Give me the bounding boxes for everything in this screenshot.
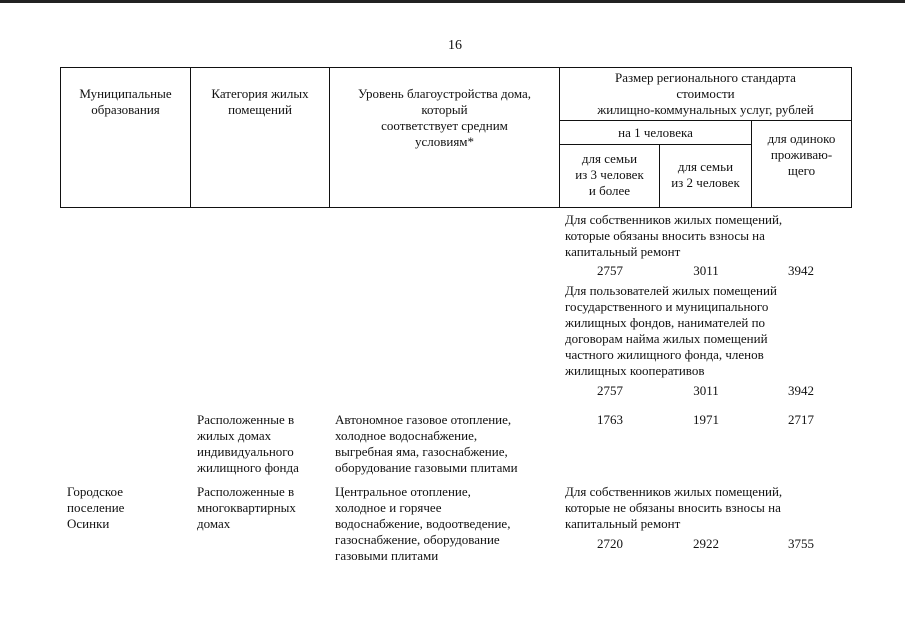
apartment-category: Расположенные в многоквартирных домах [197, 484, 296, 531]
owners-no-capital-note: Для собственников жилых помещений, которые не обязаны вносить взносы на капитальный ремонт [565, 484, 783, 531]
individual-family3: 1763 [597, 412, 623, 427]
header-level-label: Уровень благоустройства дома, который соответствует средним условиям* [357, 86, 532, 149]
users-note: Для пользователей жилых помещений государственного и муниципального жилищных фондов, нанимателей по договорам найма жилых помещений частного жилищного фонда, членов жилищных кооперативов [565, 283, 777, 378]
individual-single: 2717 [788, 412, 814, 427]
header-size [559, 67, 852, 121]
owners-capital-single: 3942 [788, 263, 814, 278]
header-category [190, 67, 330, 208]
owners-capital-family3: 2757 [597, 263, 623, 278]
owners-no-capital-family2: 2922 [693, 536, 719, 551]
owners-capital-family2: 3011 [693, 263, 719, 278]
owners-no-capital-family3: 2720 [597, 536, 623, 551]
owners-capital-note: Для собственников жилых помещений, которые обязаны вносить взносы на капитальный ремонт [565, 212, 783, 259]
page-number: 16 [448, 38, 462, 53]
header-size-label: Размер регионального стандарта стоимости жилищно-коммунальных услуг, рублей [597, 70, 814, 117]
page-top-edge [0, 0, 905, 3]
individual-level: Автономное газовое отопление, холодное водоснабжение, выгребная яма, газоснабжение, оборудование газовыми плитами [335, 412, 518, 475]
owners-no-capital-single: 3755 [788, 536, 814, 551]
header-per-person-label: на 1 человека [618, 125, 693, 140]
header-municipality-label: Муниципальные образования [79, 86, 172, 117]
header-single-label: для одиноко проживаю- щего [767, 131, 836, 178]
header-level [329, 67, 560, 208]
apartment-level: Центральное отопление, холодное и горячее водоснабжение, водоотведение, газоснабжение, оборудование газовыми плитами [335, 484, 511, 563]
individual-family2: 1971 [693, 412, 719, 427]
header-family2-label: для семьи из 2 человек [671, 159, 740, 190]
users-family3: 2757 [597, 383, 623, 398]
municipality-name: Городское поселение Осинки [67, 484, 125, 531]
header-single [751, 120, 852, 208]
header-per-person [559, 120, 752, 145]
header-family3-label: для семьи из 3 человек и более [575, 151, 644, 198]
individual-category: Расположенные в жилых домах индивидуального жилищного фонда [197, 412, 299, 475]
header-family2 [659, 144, 752, 208]
users-single: 3942 [788, 383, 814, 398]
users-family2: 3011 [693, 383, 719, 398]
header-family3 [559, 144, 660, 208]
header-municipality [60, 67, 191, 208]
header-category-label: Категория жилых помещений [211, 86, 309, 117]
